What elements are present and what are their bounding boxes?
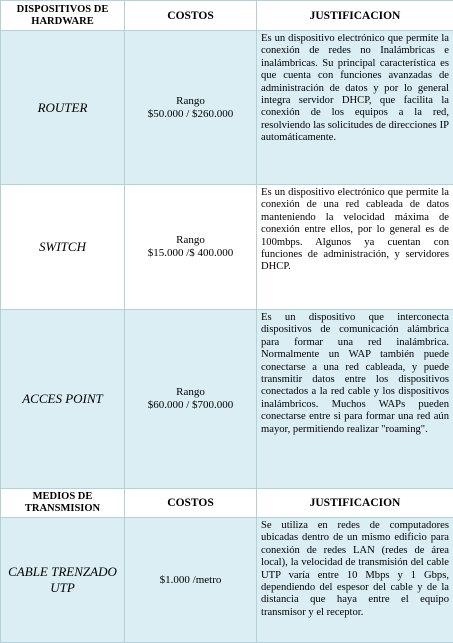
table-header-row (1, 1, 453, 31)
cost-value: $60.000 / $700.000 (125, 399, 256, 412)
justification-text: Se utiliza en redes de computadores ubicadas dentro de un mismo edificio para conexión de redes LAN (redes de área local), la velocidad de transmisión del cable UTP varía entre 10 Mbps y 1 Gbps, dependiendo del espesor del cable y de la distancia que haya entre el equipo transmisor y el receptor. (257, 518, 453, 643)
justification-text: Es un dispositivo que interconecta dispositivos de comunicación alámbrica para formar una red inalámbrica. Normalmente un WAP también puede conectarse a una red cableada, y puede transmitir datos entre los dispositivos conectados a la red cable y los dispositivos inalámbricos. Muchos WAPs pueden conectarse entre si para formar una red aún mayor, permitiendo realizar "roaming". (257, 310, 453, 489)
cost-value: $1.000 /metro (125, 518, 257, 643)
justification-text: Es un dispositivo electrónico que permite la conexión de una red cableada de datos manteniendo la velocidad máxima de conexión entre ellos, por lo general es de 100mbps. Algunos ya cuentan con funciones de administración, y servidores DHCP. (257, 185, 453, 310)
header-device: DISPOSITIVOS DE HARDWARE (1, 1, 125, 31)
justification-text: Es un dispositivo electrónico que permite la conexión de redes no Inalámbricas e inalámbricas. Su principal característica es que cuenta con funciones avanzadas de administración de datos y por lo general integra servidor DHCP, que facilita la conexión de los equipos a la red, resolviendo las solicitudes de direcciones IP automáticamente. (257, 31, 453, 185)
cost-range (125, 310, 257, 489)
header-justification: JUSTIFICACION (257, 489, 453, 518)
cost-range (125, 185, 257, 310)
table-row-access-point (1, 310, 453, 489)
cost-value: $15.000 /$ 400.000 (125, 247, 256, 260)
device-name: ROUTER (1, 31, 125, 185)
table-row-utp-cable (1, 518, 453, 643)
cost-label: Rango (125, 386, 256, 399)
cost-label: Rango (125, 234, 256, 247)
table-row-router (1, 31, 453, 185)
cost-value: $50.000 / $260.000 (125, 108, 256, 121)
cost-range (125, 31, 257, 185)
header-cost: COSTOS (125, 1, 257, 31)
device-name: CABLE TRENZADO UTP (1, 518, 125, 643)
header-justification: JUSTIFICACION (257, 1, 453, 31)
header-cost: COSTOS (125, 489, 257, 518)
cost-label: Rango (125, 95, 256, 108)
header-device: MEDIOS DE TRANSMISION (1, 489, 125, 518)
table-header-row-transmission (1, 489, 453, 518)
table-row-switch (1, 185, 453, 310)
device-name: SWITCH (1, 185, 125, 310)
device-name: ACCES POINT (1, 310, 125, 489)
